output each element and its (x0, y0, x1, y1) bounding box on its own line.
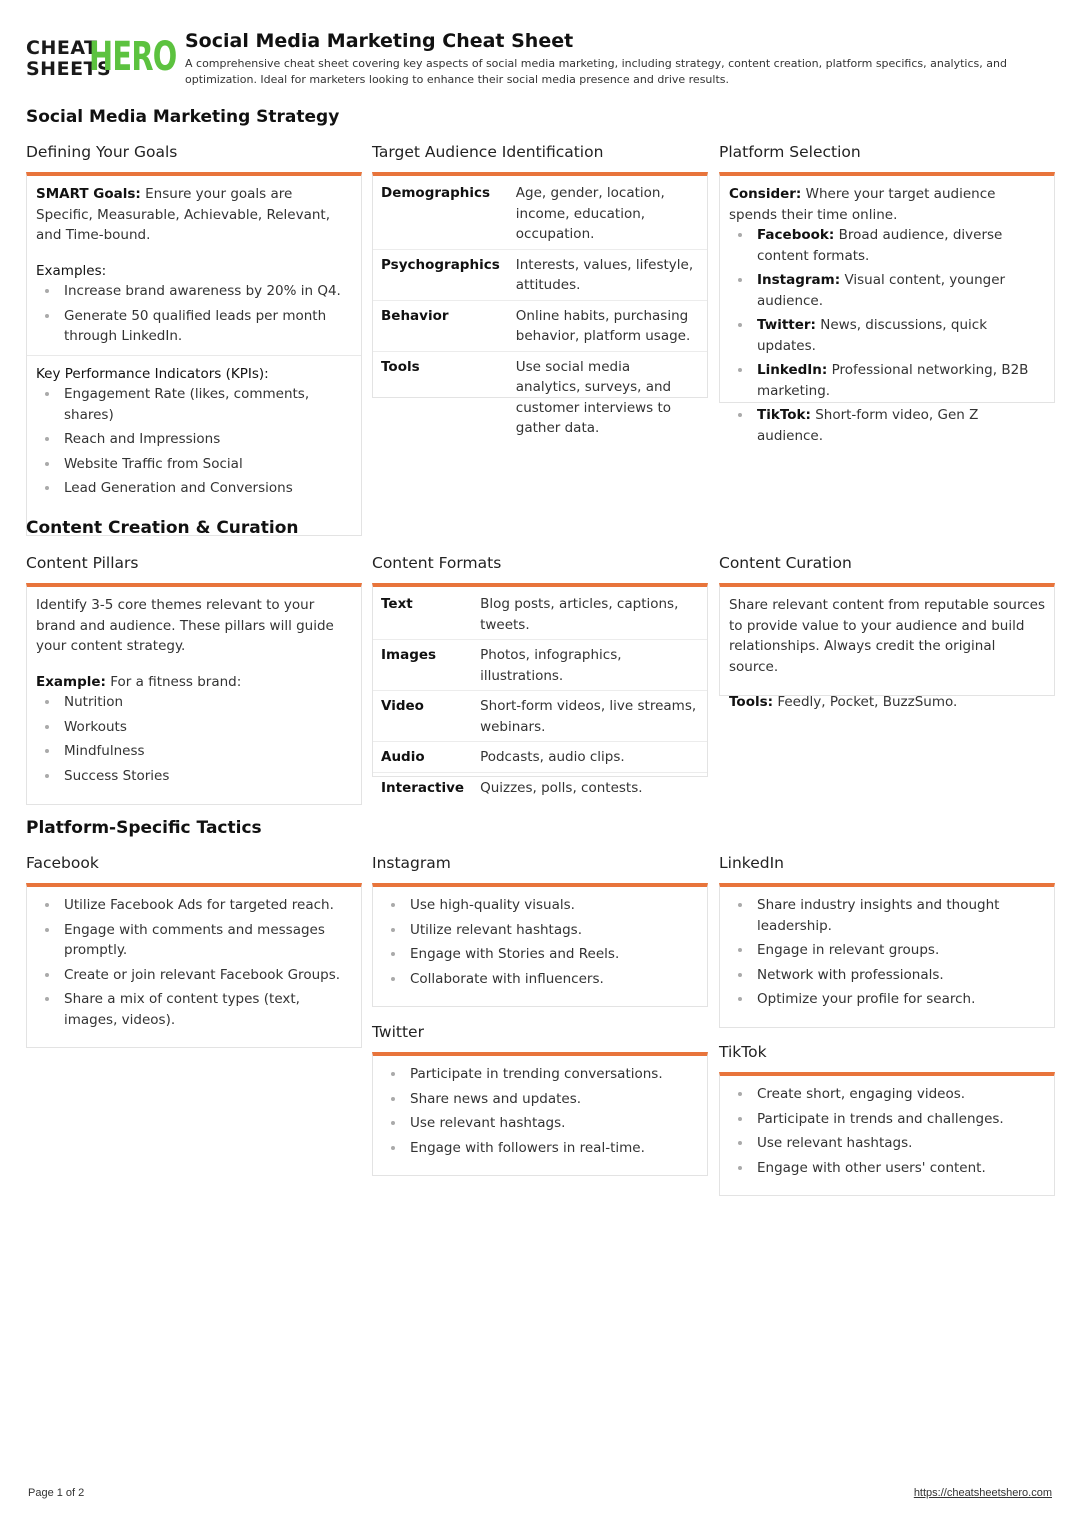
curation-tools: Tools: Feedly, Pocket, BuzzSumo. (729, 694, 958, 710)
list-item: Collaborate with influencers. (410, 969, 698, 990)
table-row: Behavior Online habits, purchasing behavior, platform usage. (373, 300, 707, 351)
tiktok-list (729, 1084, 1045, 1178)
table-row: Tools Use social media analytics, surveys, and customer interviews to gather data. (381, 358, 672, 436)
card-title: TikTok (719, 1043, 767, 1061)
kpi-list (36, 384, 352, 499)
list-item: Use relevant hashtags. (757, 1133, 1045, 1154)
card-title: Target Audience Identification (372, 143, 604, 161)
card-target-audience (372, 142, 708, 436)
card-title: LinkedIn (719, 854, 784, 872)
card-title: Defining Your Goals (26, 143, 178, 161)
site-link[interactable]: https://cheatsheetshero.com (913, 1487, 1052, 1499)
card-content-curation (719, 553, 1055, 710)
instagram-list (382, 895, 698, 989)
list-item: Engagement Rate (likes, comments, shares) (64, 384, 352, 425)
section-title-content: Content Creation & Curation (26, 518, 299, 538)
page-header (26, 30, 1056, 90)
examples-label: Examples: (36, 262, 107, 279)
list-item: Website Traffic from Social (64, 454, 352, 475)
card-linkedin (719, 853, 1055, 1028)
page-title: Social Media Marketing Cheat Sheet (185, 30, 574, 52)
table-row: Video Short-form videos, live streams, webinars. (373, 691, 707, 742)
list-item: Engage with other users' content. (757, 1158, 1045, 1179)
card-title: Instagram (372, 854, 451, 872)
platform-list (729, 225, 1045, 446)
logo-line1: CHEAT (26, 37, 98, 59)
card-defining-goals (26, 142, 362, 536)
list-item: Reach and Impressions (64, 429, 352, 450)
list-item: Use high-quality visuals. (410, 895, 698, 916)
table-row: Images Photos, infographics, illustrations. (373, 640, 707, 691)
list-item: Mindfulness (64, 741, 352, 762)
list-item: Engage in relevant groups. (757, 940, 1045, 961)
pillars-example: Example: For a fitness brand: (36, 673, 242, 690)
list-item: Increase brand awareness by 20% in Q4. (64, 281, 352, 302)
card-twitter (372, 1022, 708, 1176)
curation-text: Share relevant content from reputable sources to provide value to your audience and build relationships. Always credit the original source. (729, 597, 1045, 675)
list-item: Generate 50 qualified leads per month through LinkedIn. (64, 306, 352, 347)
divider (27, 355, 361, 356)
list-item: Twitter: News, discussions, quick updates. (757, 315, 1045, 356)
list-item: Share industry insights and thought leadership. (757, 895, 1045, 936)
list-item: Optimize your profile for search. (757, 989, 1045, 1010)
table-row: Demographics Age, gender, location, income, education, occupation. (373, 178, 707, 249)
examples-list (36, 281, 352, 347)
card-content-formats (372, 553, 708, 796)
table-row: Text Blog posts, articles, captions, tweets. (373, 589, 707, 640)
list-item: Instagram: Visual content, younger audience. (757, 270, 1045, 311)
list-item: Engage with followers in real-time. (410, 1138, 698, 1159)
list-item: TikTok: Short-form video, Gen Z audience. (757, 405, 1045, 446)
list-item: Network with professionals. (757, 965, 1045, 986)
page-description: A comprehensive cheat sheet covering key aspects of social media marketing, including strategy, content creation, platform specifics, analytics, and optimization. Ideal for marketers looking to enhance their social media presence and drive results. (185, 57, 1007, 86)
card-title: Twitter (372, 1023, 424, 1041)
card-facebook (26, 853, 362, 1048)
list-item: Share a mix of content types (text, images, videos). (64, 989, 352, 1030)
smart-goals-text: SMART Goals: Ensure your goals are Specific, Measurable, Achievable, Relevant, and Time-bound. (36, 186, 331, 243)
section-title-strategy: Social Media Marketing Strategy (26, 107, 340, 127)
card-tiktok (719, 1042, 1055, 1196)
list-item: Nutrition (64, 692, 352, 713)
list-item: Participate in trending conversations. (410, 1064, 698, 1085)
kpi-label: Key Performance Indicators (KPIs): (36, 365, 269, 382)
twitter-list (382, 1064, 698, 1158)
card-title: Content Pillars (26, 554, 139, 572)
list-item: LinkedIn: Professional networking, B2B marketing. (757, 360, 1045, 401)
formats-table (373, 589, 707, 802)
card-platform-selection (719, 142, 1055, 444)
list-item: Engage with Stories and Reels. (410, 944, 698, 965)
logo-hero: HERO (89, 34, 177, 80)
card-instagram (372, 853, 708, 1007)
list-item: Success Stories (64, 766, 352, 787)
logo-line2: SHEETS (26, 58, 112, 80)
pillars-list (36, 692, 352, 786)
table-row: Interactive Quizzes, polls, contests. (381, 779, 643, 796)
list-item: Utilize relevant hashtags. (410, 920, 698, 941)
table-row: Psychographics Interests, values, lifestyle, attitudes. (373, 249, 707, 300)
list-item: Engage with comments and messages promptly. (64, 920, 352, 961)
card-content-pillars (26, 553, 362, 805)
card-title: Content Formats (372, 554, 502, 572)
card-title: Facebook (26, 854, 99, 872)
list-item: Workouts (64, 717, 352, 738)
audience-table (373, 178, 707, 443)
list-item: Create short, engaging videos. (757, 1084, 1045, 1105)
list-item: Facebook: Broad audience, diverse content formats. (757, 225, 1045, 266)
list-item: Create or join relevant Facebook Groups. (64, 965, 352, 986)
list-item: Utilize Facebook Ads for targeted reach. (64, 895, 352, 916)
facebook-list (36, 895, 352, 1030)
consider-text: Consider: Where your target audience spends their time online. (729, 186, 996, 223)
list-item: Share news and updates. (410, 1089, 698, 1110)
card-title: Platform Selection (719, 143, 861, 161)
linkedin-list (729, 895, 1045, 1010)
list-item: Use relevant hashtags. (410, 1113, 698, 1134)
card-title: Content Curation (719, 554, 852, 572)
table-row: Audio Podcasts, audio clips. (373, 742, 707, 773)
section-title-tactics: Platform-Specific Tactics (26, 818, 262, 838)
page-number: Page 1 of 2 (28, 1487, 85, 1499)
list-item: Participate in trends and challenges. (757, 1109, 1045, 1130)
cheatsheetshero-logo[interactable] (26, 34, 177, 80)
list-item: Lead Generation and Conversions (64, 478, 352, 499)
pillars-text: Identify 3-5 core themes relevant to your brand and audience. These pillars will guide your content strategy. (36, 597, 334, 654)
